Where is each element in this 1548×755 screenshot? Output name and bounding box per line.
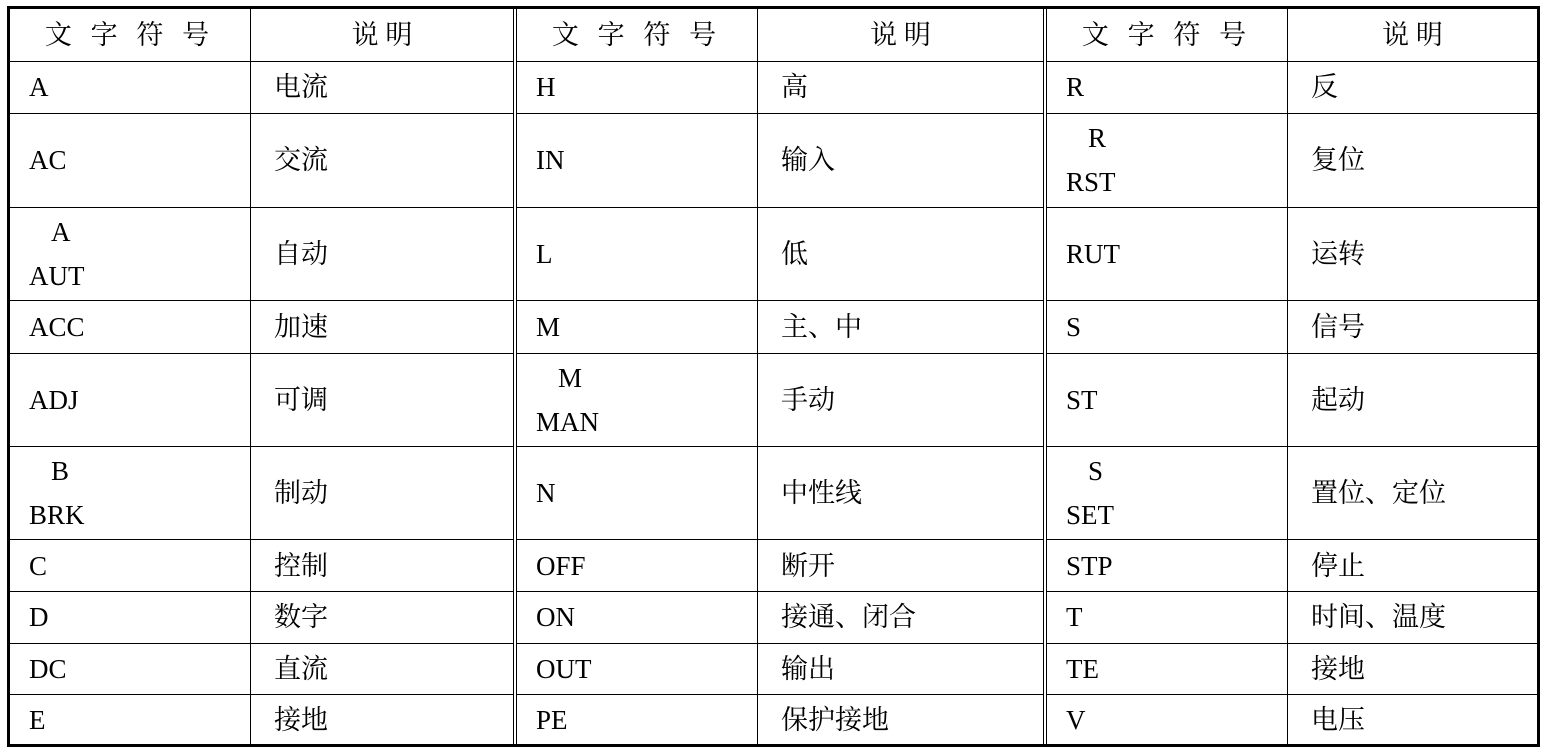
description-cell [1288, 540, 1537, 591]
header-row [1047, 9, 1537, 61]
symbol-cell [517, 695, 758, 744]
description-text: 交流 [274, 145, 328, 176]
description-cell [1288, 114, 1537, 206]
description-text: 电流 [274, 72, 328, 103]
table-row [10, 591, 513, 643]
description-cell [1288, 62, 1537, 114]
header-symbol [517, 9, 758, 61]
description-cell [251, 208, 513, 300]
symbol-text: RUT [1066, 238, 1120, 269]
symbol-cell [517, 354, 758, 446]
table-row [10, 694, 513, 744]
symbol-text: ST [1066, 384, 1098, 415]
description-cell [1288, 208, 1537, 300]
description-text: 手动 [781, 384, 835, 415]
header-symbol [1047, 9, 1288, 61]
header-symbol-text: 文 字 符 号 [551, 19, 723, 50]
symbol-text: S [1066, 311, 1082, 342]
symbol-text: SET [1066, 500, 1115, 531]
table-row [1047, 591, 1537, 643]
header-description [1288, 9, 1537, 61]
header-symbol-text: 文 字 符 号 [1081, 19, 1253, 50]
description-text: 数字 [274, 602, 328, 633]
table-row [517, 207, 1043, 300]
symbol-text: S [1088, 456, 1104, 487]
table-row [517, 591, 1043, 643]
table-row [10, 446, 513, 539]
symbol-cell [10, 695, 251, 744]
description-text: 时间、温度 [1311, 602, 1446, 633]
description-text: 运转 [1311, 238, 1365, 269]
description-text: 输入 [781, 145, 835, 176]
description-cell [251, 354, 513, 446]
description-text: 停止 [1311, 550, 1365, 581]
symbol-text: RST [1066, 167, 1116, 198]
description-text: 控制 [274, 550, 328, 581]
symbol-cell [1047, 301, 1288, 353]
symbol-cell [517, 301, 758, 353]
table-row [517, 353, 1043, 446]
table-row [10, 643, 513, 695]
header-row [517, 9, 1043, 61]
table-row [517, 300, 1043, 353]
table-row [1047, 353, 1537, 446]
table-row [1047, 539, 1537, 591]
description-text: 主、中 [781, 311, 862, 342]
description-cell [758, 592, 1043, 643]
description-text: 断开 [781, 550, 835, 581]
symbol-cell [10, 114, 251, 206]
table-row [1047, 113, 1537, 206]
symbol-cell [10, 447, 251, 539]
table-row [10, 207, 513, 300]
symbol-cell [10, 540, 251, 591]
description-cell [1288, 592, 1537, 643]
symbol-text: OUT [536, 654, 592, 684]
symbol-text: IN [536, 145, 565, 176]
symbol-text: DC [29, 654, 67, 684]
symbol-cell [10, 301, 251, 353]
description-cell [1288, 695, 1537, 744]
symbol-text: TE [1066, 654, 1099, 684]
description-text: 输出 [781, 654, 835, 684]
description-text: 信号 [1311, 311, 1365, 342]
description-cell [758, 301, 1043, 353]
table-row [517, 643, 1043, 695]
symbol-cell [517, 114, 758, 206]
symbol-text: R [1066, 72, 1085, 103]
table-row [10, 61, 513, 114]
symbol-table [7, 6, 1540, 747]
description-text: 直流 [274, 654, 328, 684]
header-row [10, 9, 513, 61]
symbol-text: BRK [29, 500, 85, 531]
symbol-text: T [1066, 602, 1083, 633]
description-cell [251, 695, 513, 744]
table-row [1047, 61, 1537, 114]
description-cell [1288, 447, 1537, 539]
header-description-text: 说 明 [870, 19, 931, 50]
description-cell [1288, 301, 1537, 353]
description-text: 反 [1311, 72, 1338, 103]
table-block-3 [1043, 9, 1537, 744]
symbol-text: N [536, 478, 556, 509]
table-row [1047, 643, 1537, 695]
table-row [517, 61, 1043, 114]
description-text: 制动 [274, 478, 328, 509]
symbol-cell [10, 644, 251, 695]
header-symbol [10, 9, 251, 61]
symbol-text: ADJ [29, 384, 79, 415]
description-text: 高 [781, 72, 808, 103]
symbol-text: B [51, 456, 70, 487]
symbol-text: H [536, 72, 556, 103]
symbol-cell [1047, 354, 1288, 446]
symbol-cell [1047, 62, 1288, 114]
symbol-text: R [1088, 123, 1107, 154]
symbol-text: OFF [536, 550, 586, 581]
description-cell [251, 62, 513, 114]
header-symbol-text: 文 字 符 号 [44, 19, 216, 50]
description-cell [758, 644, 1043, 695]
description-cell [758, 540, 1043, 591]
symbol-cell [10, 208, 251, 300]
description-cell [758, 354, 1043, 446]
symbol-cell [1047, 540, 1288, 591]
symbol-cell [517, 540, 758, 591]
symbol-cell [517, 62, 758, 114]
description-text: 自动 [274, 238, 328, 269]
description-cell [758, 62, 1043, 114]
symbol-cell [10, 62, 251, 114]
header-description [758, 9, 1043, 61]
symbol-cell [1047, 592, 1288, 643]
symbol-text: ON [536, 602, 575, 633]
symbol-cell [517, 592, 758, 643]
description-cell [251, 301, 513, 353]
description-text: 接地 [274, 704, 328, 735]
symbol-cell [1047, 447, 1288, 539]
description-text: 中性线 [781, 478, 862, 509]
description-text: 复位 [1311, 145, 1365, 176]
table-row [1047, 694, 1537, 744]
description-cell [758, 447, 1043, 539]
symbol-text: ACC [29, 311, 85, 342]
table-row [10, 113, 513, 206]
symbol-cell [517, 644, 758, 695]
description-text: 接地 [1311, 654, 1365, 684]
header-description [251, 9, 513, 61]
description-text: 可调 [274, 384, 328, 415]
table-row [517, 113, 1043, 206]
symbol-text: C [29, 550, 48, 581]
description-cell [251, 540, 513, 591]
symbol-cell [1047, 695, 1288, 744]
symbol-text: E [29, 704, 46, 735]
symbol-text: V [1066, 704, 1086, 735]
symbol-text: M [558, 362, 583, 393]
description-cell [758, 208, 1043, 300]
symbol-text: A [29, 72, 49, 103]
symbol-cell [10, 592, 251, 643]
symbol-text: PE [536, 704, 568, 735]
symbol-cell [517, 447, 758, 539]
description-text: 接通、闭合 [781, 602, 916, 633]
table-row [10, 300, 513, 353]
description-text: 加速 [274, 311, 328, 342]
symbol-text: M [536, 311, 561, 342]
symbol-cell [10, 354, 251, 446]
symbol-text: A [51, 216, 71, 247]
symbol-cell [1047, 644, 1288, 695]
table-row [1047, 300, 1537, 353]
symbol-text: D [29, 602, 49, 633]
description-text: 保护接地 [781, 704, 889, 735]
description-text: 起动 [1311, 384, 1365, 415]
description-cell [251, 447, 513, 539]
description-cell [251, 644, 513, 695]
description-cell [1288, 644, 1537, 695]
table-row [517, 446, 1043, 539]
symbol-text: STP [1066, 550, 1113, 581]
description-text: 低 [781, 238, 808, 269]
header-description-text: 说 明 [1382, 19, 1443, 50]
description-text: 置位、定位 [1311, 478, 1446, 509]
symbol-text: MAN [536, 406, 600, 437]
table-block-2 [513, 9, 1043, 744]
table-block-1 [10, 9, 513, 744]
symbol-cell [517, 208, 758, 300]
table-row [1047, 207, 1537, 300]
symbol-text: AC [29, 145, 67, 176]
description-cell [251, 114, 513, 206]
header-description-text: 说 明 [351, 19, 413, 50]
table-row [10, 539, 513, 591]
symbol-cell [1047, 114, 1288, 206]
table-row [1047, 446, 1537, 539]
description-cell [251, 592, 513, 643]
symbol-text: L [536, 238, 553, 269]
description-cell [758, 114, 1043, 206]
symbol-cell [1047, 208, 1288, 300]
description-cell [1288, 354, 1537, 446]
symbol-text: AUT [29, 260, 85, 291]
description-cell [758, 695, 1043, 744]
table-row [517, 539, 1043, 591]
table-row [10, 353, 513, 446]
table-row [517, 694, 1043, 744]
description-text: 电压 [1311, 704, 1365, 735]
